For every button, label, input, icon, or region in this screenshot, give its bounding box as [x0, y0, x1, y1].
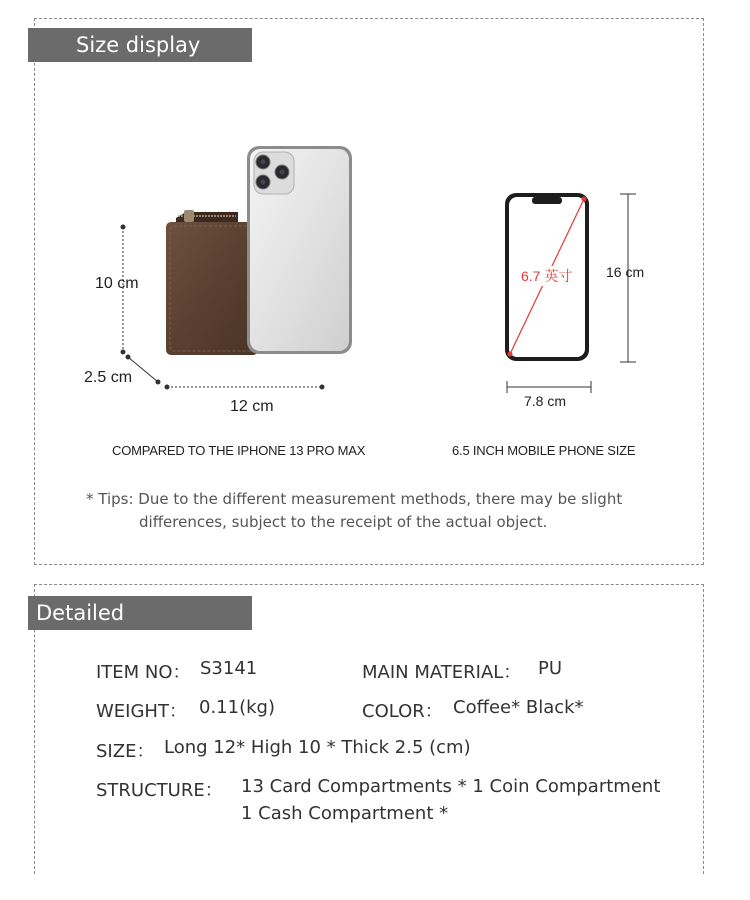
structure-line-2: 1 Cash Compartment * [241, 803, 449, 824]
item-no-value: S3141 [200, 658, 258, 679]
color-label: COLOR： [362, 701, 443, 722]
size-value: Long 12* High 10 * Thick 2.5 (cm) [164, 737, 471, 758]
structure-label: STRUCTURE： [96, 780, 223, 801]
detailed-parameters-banner: Detailed parameters [28, 596, 252, 630]
wallet-image [166, 210, 258, 355]
weight-label: WEIGHT： [96, 701, 187, 722]
phone-height-label: 16 cm [606, 264, 645, 280]
phone-diagonal-label: 6.7 英寸 [521, 268, 573, 284]
iphone-back-image [247, 146, 352, 354]
structure-line-1: 13 Card Compartments * 1 Coin Compartment [241, 776, 661, 797]
phone-caption: 6.5 INCH MOBILE PHONE SIZE [452, 443, 636, 458]
size-display-banner: Size display [28, 28, 252, 62]
tips-line-1: * Tips: Due to the different measurement methods, there may be slight [86, 490, 623, 508]
weight-value: 0.11(kg) [199, 697, 275, 718]
item-no-label: ITEM NO： [96, 662, 191, 683]
wallet-height-label: 10 cm [95, 275, 139, 292]
wallet-caption: COMPARED TO THE IPHONE 13 PRO MAX [112, 443, 366, 458]
phone-width-label: 7.8 cm [524, 393, 567, 409]
wallet-length-label: 12 cm [230, 398, 274, 415]
main-material-value: PU [538, 658, 563, 679]
wallet-thickness-label: 2.5 cm [84, 369, 133, 386]
tips-line-2: differences, subject to the receipt of the actual object. [139, 513, 548, 531]
color-value: Coffee* Black* [453, 697, 584, 718]
size-label: SIZE： [96, 741, 155, 762]
main-material-label: MAIN MATERIAL： [362, 662, 522, 683]
